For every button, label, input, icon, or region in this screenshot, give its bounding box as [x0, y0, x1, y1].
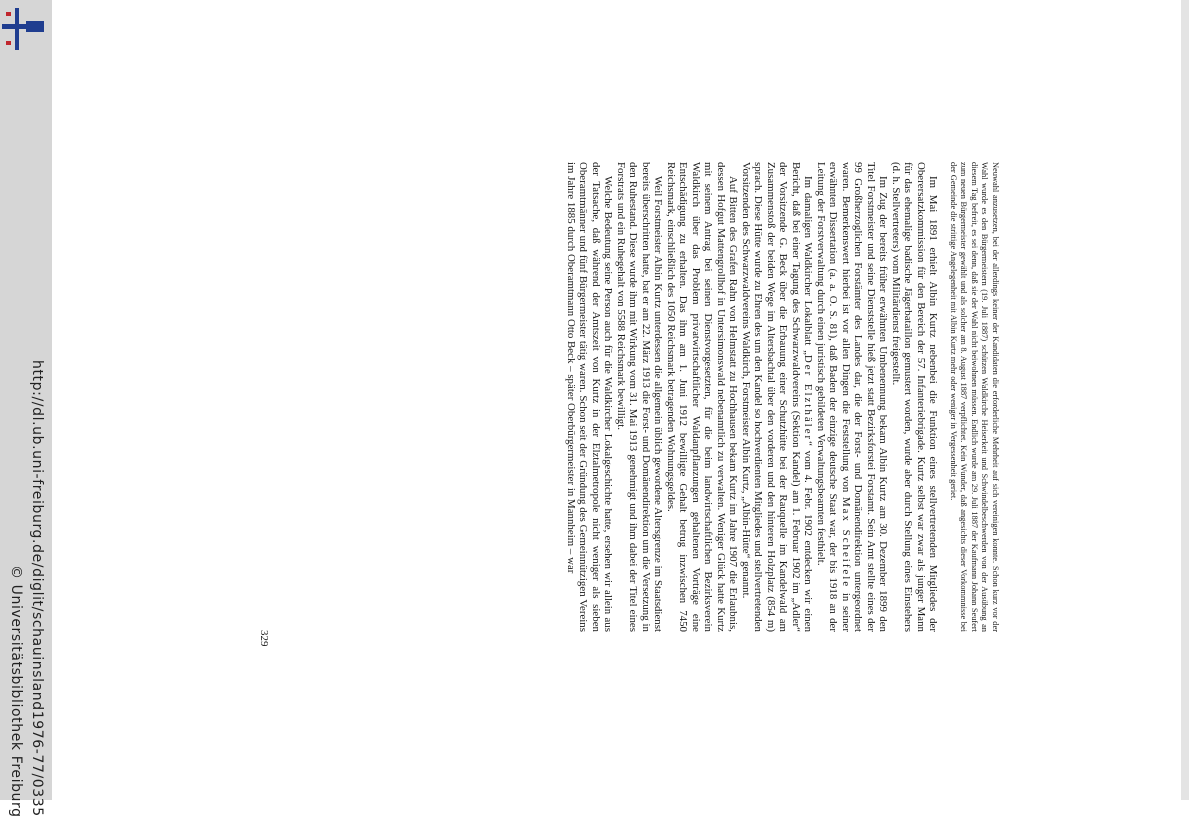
document-url-link[interactable]: http://dl.ub.uni-freiburg.de/diglit/schauinsland1976-77/0335: [29, 360, 45, 817]
page-number: 329: [258, 630, 270, 647]
scrollbar-track[interactable]: [1181, 0, 1189, 800]
sidebar: [0, 0, 52, 818]
page-body: [564, 162, 939, 632]
author-name: Max Scheifele: [839, 497, 852, 589]
scanned-page: [258, 162, 1000, 647]
paragraph: Weil Forstmeister Albin Kurtz unterdessen die allgemein üblich gewordene Altersgrenze im Staatsdienst bereits überschritten hatte, bat er am 22. März 1913 die Forst- und Domänendirektion um die Versetzung in den Ruhestand. Diese wurde ihm mit Wirkung vom 31. Mai 1913 genehmigt und ihm dabei der Titel eines Forstrats und ein Ruhegehalt von 5588 Reichsmark bewilligt.: [614, 162, 665, 632]
newspaper-name: Der Elzthäler: [802, 354, 815, 442]
paragraph: Im Mai 1891 erhielt Albin Kurtz nebenbei die Funktion eines stellvertretenden Mitgliedes der Oberersatzkommission für den Bereich der 57. Infanteriebrigade. Kurtz selbst war zwar als junger Mann für das ehemalige badische Jägerbataillon gemustert worden, wurde aber durch Stellung eines Einstehers (d. h. Stellvertreters) vom Militärdienst freigestellt.: [889, 162, 940, 632]
library-logo: [2, 8, 44, 50]
paragraph: Auf Bitten des Grafen Rahn von Helmstatt zu Hochhausen bekam Kurtz im Jahre 1907 die Erlaubnis, dessen Hofgut Mattengrollhof in Untersimonswald nebenamtlich zu verwalten. Weniger Glück hatte Kurtz mit seinem Antrag bei seinen Dienstvorgesetzten, für die beim landwirtschaftlichen Bezirksverein Waldkirch über das Problem privatwirtschaftlicher Waldanpflanzungen gehaltenen Vorträge eine Entschädigung zu erhalten. Das ihm am 1. Juni 1912 bewilligte Gehalt betrug inzwischen 7450 Reichsmark, einschließlich des 1050 Reichsmark betragenden Wohnungsgeldes.: [664, 162, 740, 632]
copyright-notice: © Universitätsbibliothek Freiburg: [8, 565, 24, 818]
paragraph: Welche Bedeutung seine Person auch für die Waldkircher Lokalgeschichte hatte, ersehen wir allein aus der Tatsache, daß während der Amtszeit von Kurtz in der Elztalmetropole nicht weniger als sieben Oberamtmänner und fünf Bürgermeister tätig waren. Schon seit der Gründung des Gemeinnützigen Vereins im Jahre 1885 durch Oberamtmann Otto Beck – später Oberbürgermeister in Mannheim – war: [564, 162, 615, 632]
paragraph: Im Zug der bereits früher erwähnten Umbenennung bekam Albin Kurtz am 30. Dezember 1899 den Titel Forstmeister und seine Dienststelle hieß jetzt statt Bezirksforstei Forstamt. Sein Amt stellte eines der 99 Großherzoglichen Forstämter des Landes dar, die der Forst- und Domänendirektion untergeordnet waren. Bemerkenswert hierbei ist vor allen Dingen die Feststellung von Max Scheifele in seiner erwähnten Dissertation (a. a. O. S. 81), daß Baden der einzige deutsche Staat war, der bis 1918 an der Leitung der Forstverwaltung durch einen juristisch gebildeten Verwaltungsbeamten festhielt.: [814, 162, 890, 632]
paragraph: Im damaligen Waldkircher Lokalblatt „Der Elzthäler“ vom 4. Febr. 1902 entdecken wir einen Bericht, daß bei einer Tagung des Schwarzwaldvereins (Sektion Kandel) am 1. Februar 1902 im „Adler“ der Vorsitzende G. Beck über die Erbauung einer Schutzhütte bei der Rauquelle im Kandelwald am Zusammenstoß der beiden Wege im Altersbachtal über den vorderen und den hinteren Holzplatz (854 m) sprach. Diese Hütte wurde zu Ehren des um den Kandel so hochverdienten Mitgliedes und stellvertretenden Vorsitzenden des Schwarzwaldvereins Waldkirch, Forstmeister Albin Kurtz, „Albin-Hütte“ genannt.: [739, 162, 815, 633]
footnote: Neuwahl anzusetzen, bei der allerdings keiner der Kandidaten die erforderliche Mehrheit auf sich vereinigen konnte. Schon kurz vor der Wahl wurde es den Bürgermeistern (19. Juli 1887) schützen Waldkirche Heiserkeit und Schwindelbeschwerden von der Ausübung an diesem Tag befreit, es sei denn, daß sie der Wahl nicht beiwohnen müssen. Endlich wurde am 29. Juli 1887 der Kaufmann Johann Seufert zum neuen Bürgermeister gewählt und als solcher am 8. August 1887 verpflichtet. Kein Wunder, daß angesichts dieser Vorkommnisse bei der Gemeinde die strittige Angelegenheit mit Albin Kurtz mehr oder weniger in Vergessenheit geriet.: [948, 162, 1000, 632]
